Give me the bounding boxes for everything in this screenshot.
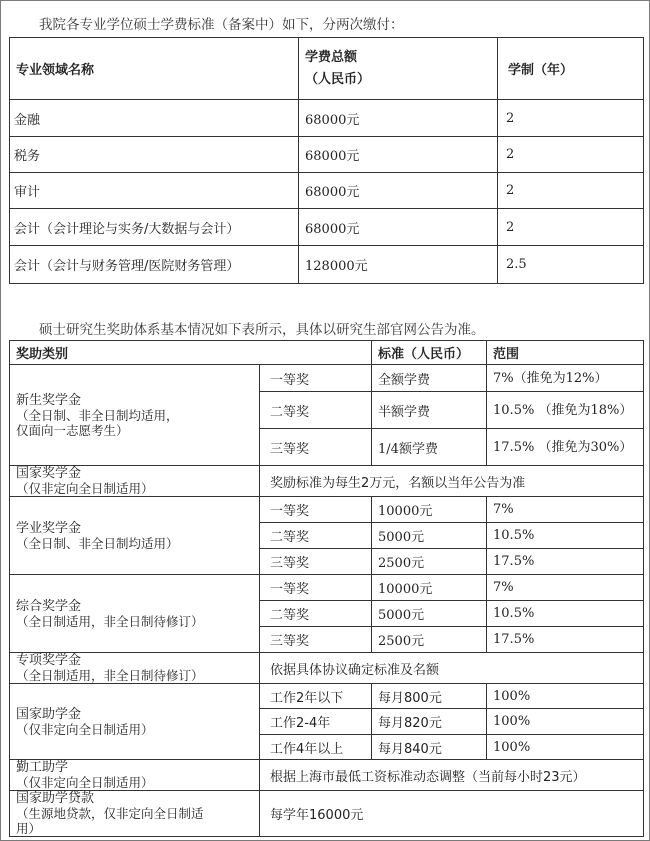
tuition-intro-text: 我院各专业学位硕士学费标准（备案中）如下，分两次缴付：: [39, 17, 404, 33]
award-intro-text: 硕士研究生奖助体系基本情况如下表所示，具体以研究生部官网公告为准。: [39, 322, 485, 338]
level-cell: 二等奖: [260, 523, 372, 549]
table-row: [10, 760, 644, 791]
tuition-header-row: [10, 38, 644, 100]
level-cell: 工作2-4年: [260, 709, 372, 735]
header-years: 学制（年）: [498, 38, 644, 100]
award-table: [9, 340, 644, 837]
fee-cell: 68000元: [299, 209, 498, 246]
header-fee-line2: （人民币）: [305, 71, 371, 87]
years-cell: 2.5: [498, 246, 644, 284]
category-sub: （全日制适用，非全日制待修订）: [16, 668, 204, 683]
category-title: 学业奖学金: [16, 520, 82, 536]
table-row: [10, 653, 644, 684]
field-cell: 会计（会计与财务管理/医院财务管理）: [10, 246, 299, 284]
category-workstudy: [10, 760, 260, 791]
table-row: [10, 173, 644, 209]
tuition-table: [9, 37, 644, 284]
range-cell: 10.5%: [487, 523, 644, 549]
standard-cell: 半额学费: [372, 392, 487, 429]
category-special: [10, 653, 260, 684]
category-title: 国家助学金: [16, 706, 82, 722]
level-cell: 工作4年以上: [260, 735, 372, 760]
standard-cell: 5000元: [372, 601, 487, 627]
category-grant: [10, 684, 260, 760]
years-cell: 2: [498, 209, 644, 246]
award-header-row: [10, 341, 644, 365]
loan-desc: 每学年16000元: [260, 791, 644, 837]
level-cell: 三等奖: [260, 627, 372, 653]
standard-cell: 2500元: [372, 549, 487, 575]
fee-cell: 68000元: [299, 137, 498, 173]
category-academic: [10, 497, 260, 575]
range-cell: 17.5%: [487, 549, 644, 575]
category-newstudent: [10, 365, 260, 466]
category-sub: （全日制适用，非全日制待修订）: [16, 613, 204, 629]
range-cell: 100%: [487, 684, 644, 709]
level-cell: 工作2年以下: [260, 684, 372, 709]
category-sub: （全日制、非全日制均适用）: [16, 535, 179, 551]
category-title: 综合奖学金: [16, 598, 82, 614]
range-cell: 17.5%: [487, 627, 644, 653]
header-fee: [299, 38, 498, 100]
level-cell: 三等奖: [260, 549, 372, 575]
range-cell: 10.5%: [487, 601, 644, 627]
category-sub: 仅面向一志愿考生）: [16, 422, 129, 438]
table-row: [10, 497, 644, 523]
standard-cell: 全额学费: [372, 365, 487, 392]
fee-cell: 68000元: [299, 100, 498, 137]
field-cell: 税务: [10, 137, 299, 173]
standard-cell: 每月800元: [372, 684, 487, 709]
standard-cell: 1/4额学费: [372, 429, 487, 466]
years-cell: 2: [498, 137, 644, 173]
table-row: [10, 100, 644, 137]
header-fee-line1: 学费总额: [305, 49, 358, 65]
range-cell: 7%（推免为12%）: [487, 365, 644, 392]
workstudy-desc: 根据上海市最低工资标准动态调整（当前每小时23元）: [260, 760, 644, 791]
fee-cell: 128000元: [299, 246, 498, 284]
category-title: 专项奖学金: [16, 653, 82, 668]
fee-cell: 68000元: [299, 173, 498, 209]
category-title: 国家奖学金: [16, 466, 82, 481]
category-title: 新生奖学金: [16, 392, 82, 408]
field-cell: 审计: [10, 173, 299, 209]
category-sub: （仅非定向全日制适用）: [16, 775, 154, 790]
table-row: [10, 684, 644, 709]
standard-cell: 10000元: [372, 575, 487, 601]
table-row: [10, 791, 644, 837]
standard-cell: 2500元: [372, 627, 487, 653]
category-sub: 用）: [16, 821, 42, 836]
level-cell: 一等奖: [260, 497, 372, 523]
category-comprehensive: [10, 575, 260, 653]
table-row: [10, 209, 644, 246]
range-cell: 100%: [487, 709, 644, 735]
category-title: 国家助学贷款: [16, 791, 95, 806]
national-desc: 奖励标准为每生2万元，名额以当年公告为准: [260, 466, 644, 497]
standard-cell: 每月840元: [372, 735, 487, 760]
header-category: 奖助类别: [10, 341, 372, 365]
range-cell: 100%: [487, 735, 644, 760]
category-sub: （仅非定向全日制适用）: [16, 721, 154, 737]
level-cell: 三等奖: [260, 429, 372, 466]
field-cell: 金融: [10, 100, 299, 137]
standard-cell: 10000元: [372, 497, 487, 523]
table-row: [10, 575, 644, 601]
range-cell: 17.5% （推免为30%）: [487, 429, 644, 466]
standard-cell: 每月820元: [372, 709, 487, 735]
level-cell: 二等奖: [260, 601, 372, 627]
level-cell: 一等奖: [260, 365, 372, 392]
range-cell: 7%: [487, 575, 644, 601]
years-cell: 2: [498, 173, 644, 209]
category-sub: （生源地贷款，仅非定向全日制适: [16, 806, 204, 821]
table-row: [10, 365, 644, 392]
level-cell: 二等奖: [260, 392, 372, 429]
years-cell: 2: [498, 100, 644, 137]
category-sub: （仅非定向全日制适用）: [16, 481, 154, 496]
category-loan: [10, 791, 260, 837]
table-row: [10, 137, 644, 173]
table-row: [10, 246, 644, 284]
special-desc: 依据具体协议确定标准及名额: [260, 653, 644, 684]
level-cell: 一等奖: [260, 575, 372, 601]
range-cell: 10.5% （推免为18%）: [487, 392, 644, 429]
header-range: 范围: [487, 341, 644, 365]
standard-cell: 5000元: [372, 523, 487, 549]
category-sub: （全日制、非全日制均适用，: [16, 407, 179, 423]
range-cell: 7%: [487, 497, 644, 523]
field-cell: 会计（会计理论与实务/大数据与会计）: [10, 209, 299, 246]
category-national: [10, 466, 260, 497]
category-title: 勤工助学: [16, 760, 69, 775]
header-standard: 标准（人民币）: [372, 341, 487, 365]
header-field: 专业领域名称: [10, 38, 299, 100]
table-row: [10, 466, 644, 497]
